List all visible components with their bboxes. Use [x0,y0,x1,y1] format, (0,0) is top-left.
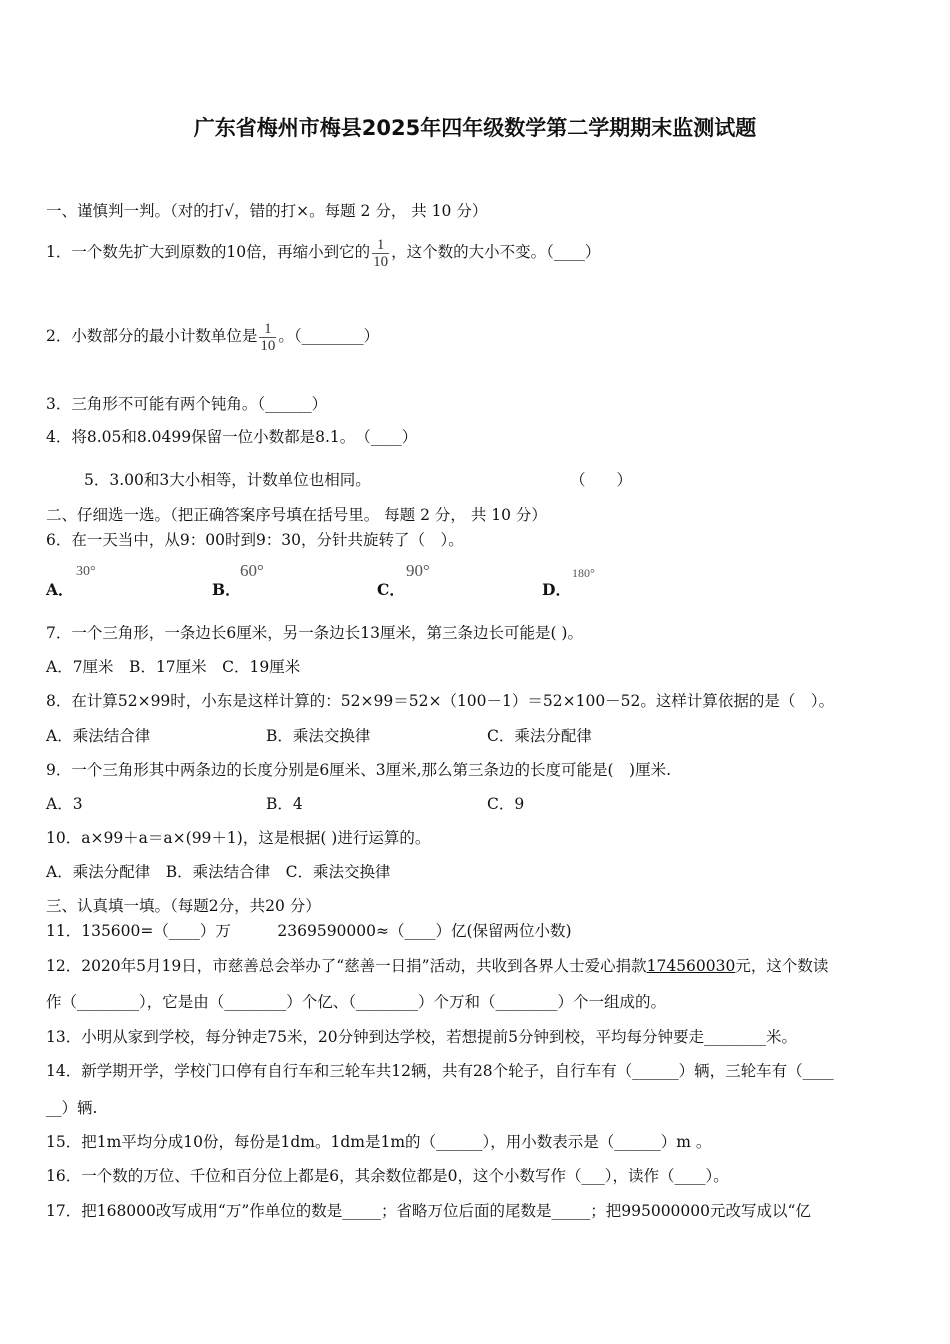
question-14-line-2: __）辆. [46,1099,98,1117]
question-5: 5．3.00和3大小相等，计数单位也相同。 [84,471,371,489]
fraction-denominator: 10 [373,253,389,270]
question-12 [46,955,828,977]
fraction-one-tenth [259,321,276,354]
section-3-heading: 三、认真填一填。（每题2分，共20 分） [46,897,321,915]
question-4: 4．将8.05和8.0499保留一位小数都是8.1。 （____） [46,428,418,446]
question-16: 16．一个数的万位、千位和百分位上都是6，其余数位都是0，这个小数写作（___），读作（____）。 [46,1167,729,1185]
question-8: 8．在计算52×99时，小东是这样计算的：52×99＝52×（100－1）＝52×100－52。这样计算依据的是（ ）。 [46,692,835,710]
question-9-option-c: C．9 [487,795,525,813]
question-13: 13．小明从家到学校，每分钟走75米，20分钟到达学校，若想提前5分钟到校，平均每分钟要走________米。 [46,1028,798,1046]
question-12-tail: 元，这个数读 [735,957,829,975]
section-1-heading: 一、谨慎判一判。（对的打√，错的打×。每题 2 分， 共 10 分） [46,202,488,220]
option-c-label: C． [377,580,405,599]
option-d-label: D． [542,580,571,599]
fraction-numerator: 1 [376,236,385,253]
donation-amount: 174560030 [646,957,736,975]
question-2-tail: 。（________） [278,327,380,345]
question-17: 17．把168000改写成用“万”作单位的数是_____；省略万位后面的尾数是_____；把995000000元改写成以“亿 [46,1202,811,1220]
question-14: 14．新学期开学，学校门口停有自行车和三轮车共12辆，共有28个轮子，自行车有（______）辆，三轮车有（____ [46,1062,834,1080]
question-8-option-c: C．乘法分配律 [487,727,592,745]
question-7-options: A．7厘米 B．17厘米 C．19厘米 [46,658,301,676]
question-1-text: 1．一个数先扩大到原数的10倍，再缩小到它的 [46,243,371,261]
question-9-option-b: B．4 [266,795,303,813]
question-11: 11．135600=（____）万 2369590000≈（____）亿(保留两位小数) [46,922,572,940]
question-3: 3．三角形不可能有两个钝角。（______） [46,395,328,413]
question-2-text: 2．小数部分的最小计数单位是 [46,327,258,345]
fraction-numerator: 1 [264,320,272,337]
option-d-value: 180° [572,566,595,580]
question-15: 15．把1m平均分成10份，每份是1dm。1dm是1m的（______），用小数表示是（______）m 。 [46,1133,712,1151]
question-10-options: A．乘法分配律 B．乘法结合律 C．乘法交换律 [46,863,391,881]
question-1 [46,228,600,276]
fraction-denominator: 10 [260,337,276,354]
question-7: 7．一个三角形，一条边长6厘米，另一条边长13厘米，第三条边长可能是( )。 [46,624,583,642]
option-a-label: A． [46,580,74,599]
question-9: 9．一个三角形其中两条边的长度分别是6厘米、3厘米,那么第三条边的长度可能是( )厘米. [46,761,672,779]
question-5-bracket: （ ） [570,471,633,489]
question-6: 6．在一天当中，从9：00时到9：30，分针共旋转了（ ）。 [46,531,464,549]
option-b-label: B． [212,580,241,599]
page-title: 广东省梅州市梅县2025年四年级数学第二学期期末监测试题 [193,116,757,140]
option-c-value: 90° [406,561,430,580]
question-12-text: 12．2020年5月19日，市慈善总会举办了“慈善一日捐”活动，共收到各界人士爱心捐款 [46,957,647,975]
option-b-value: 60° [240,561,264,580]
question-8-option-a: A．乘法结合律 [46,727,151,745]
option-a-value: 30° [76,564,96,579]
question-10: 10．a×99＋a＝a×(99＋1)，这是根据( )进行运算的。 [46,829,431,847]
question-1-tail: ，这个数的大小不变。（____） [391,243,601,261]
question-8-option-b: B．乘法交换律 [266,727,371,745]
section-2-heading: 二、仔细选一选。（把正确答案序号填在括号里。 每题 2 分， 共 10 分） [46,506,547,524]
question-2 [46,312,379,360]
question-9-option-a: A．3 [46,795,83,813]
question-12-line-2: 作（________），它是由（________）个亿、（________）个万和（________）个一组成的。 [46,993,667,1011]
fraction-one-tenth [372,237,389,270]
